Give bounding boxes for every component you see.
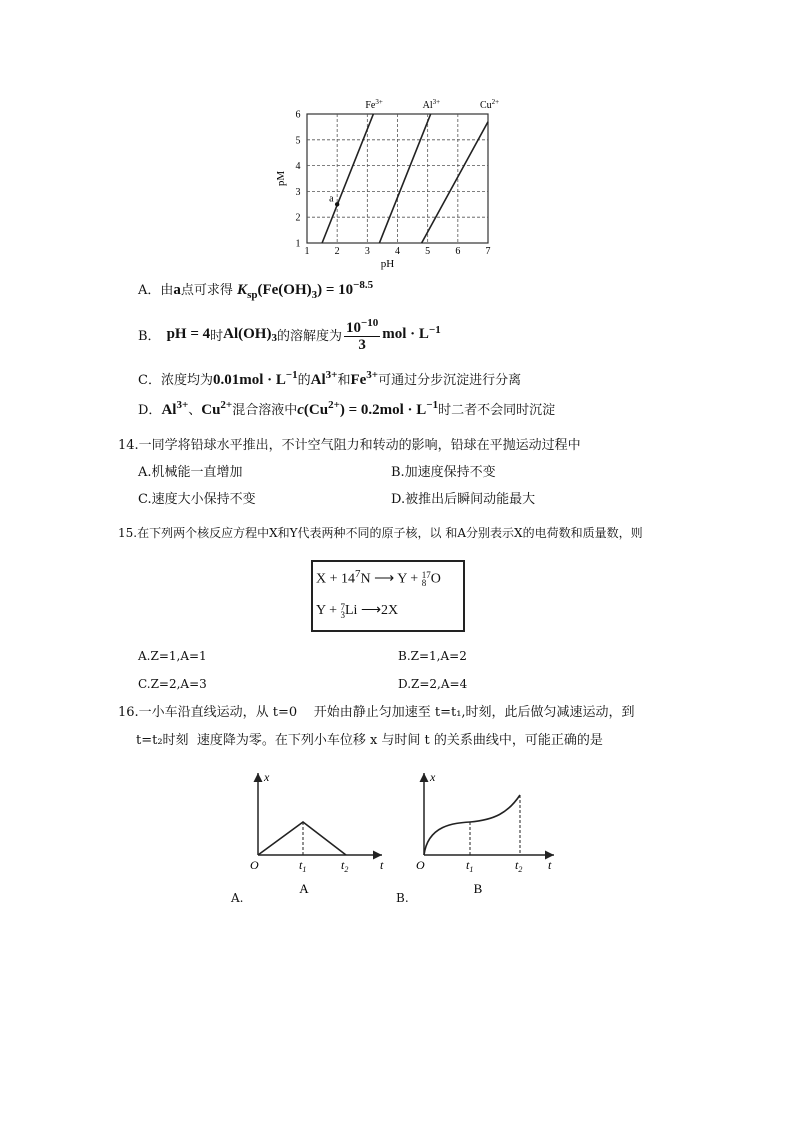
- y-tick-label: 2: [295, 212, 301, 224]
- ph-pm-chart: [270, 95, 530, 275]
- chart-series: [322, 98, 499, 243]
- graph-b-caption: B: [473, 881, 483, 896]
- x-tick-label: 3: [364, 246, 370, 257]
- q14-option-c: C.速度大小保持不变: [138, 492, 256, 507]
- series-label: $Fe^{3+}$: [365, 98, 383, 111]
- q14-option-b: B.加速度保持不变: [391, 465, 496, 480]
- q15-option-d: D.Z=2,A=4: [398, 677, 468, 691]
- x-axis-label: pH: [380, 258, 395, 270]
- q14-stem: 14.一同学将铅球水平推出，不计空气阻力和转动的影响，铅球在平抛运动过程中: [118, 438, 581, 453]
- q13-option-c: C．浓度均为$0.01mol \cdot L^{-1}$的$Al^{3+}$和$Fe^{3+}$可通过分步沉淀进行分离: [138, 369, 522, 388]
- graph-b-t2: $t_2$: [515, 858, 523, 874]
- q15-option-c: C.Z=2,A=3: [138, 677, 207, 691]
- y-tick-label: 4: [295, 161, 301, 173]
- y-tick-label: 6: [295, 109, 301, 121]
- y-tick-label: 5: [295, 135, 301, 147]
- q14-option-a: A.机械能一直增加: [138, 465, 243, 480]
- x-tick-label: 7: [485, 246, 491, 257]
- q13-option-a: A．由a点可求得 $K_{sp}(Fe(OH)_3) = 10^{-8.5}$: [138, 279, 374, 301]
- q15-option-a: A.Z=1,A=1: [138, 649, 207, 663]
- chart-frame: [307, 114, 488, 243]
- y-tick-label: 3: [295, 186, 301, 198]
- q14-option-d: D.被推出后瞬间动能最大: [391, 492, 536, 507]
- nuclear-equations-box: [311, 560, 465, 632]
- series-line: [379, 114, 430, 243]
- graph-b-t1: $t_1$: [466, 858, 474, 874]
- q15-stem: 15.在下列两个核反应方程中X和Y代表两种不同的原子核，以 和A分别表示X的电荷数和质量数，则: [118, 526, 643, 540]
- q13-option-d: D．$Al^{3+}$、$Cu^{2+}$混合溶液中$c(Cu^{2+}) = 0.2mol \cdot L^{-1}$时二者不会同时沉淀: [138, 399, 556, 418]
- y-tick-label: 1: [295, 238, 301, 250]
- x-tick-label: 2: [334, 246, 340, 257]
- x-tick-label: 6: [455, 246, 461, 257]
- series-label: $Cu^{2+}$: [480, 98, 500, 111]
- series-label: $Al^{3+}$: [422, 98, 441, 111]
- y-axis-label: pM: [275, 170, 287, 187]
- graph-b-label: B.: [396, 891, 409, 905]
- chart-grid: [307, 114, 488, 243]
- graph-a-t1: $t_1$: [299, 858, 307, 874]
- graph-b-curve: [424, 795, 520, 855]
- graph-a-origin: O: [250, 858, 259, 872]
- nuclear-equation-1: $X + 14^7N$ ⟶ Y + 17 8 O: [316, 568, 441, 589]
- q16-stem-line1: 16.一小车沿直线运动，从 t=0 开始由静止匀加速至 t=t₁,时刻，此后做匀减速运动，到: [118, 705, 635, 720]
- graph-a-y-label: x: [264, 770, 270, 784]
- q13-option-b: B． pH = 4 时 Al(OH) $_3$ 的溶解度为 $\frac{10^{-10}}{3}$ mol · L $^{-1}$: [138, 317, 441, 353]
- graph-b-x-label: t: [548, 858, 552, 872]
- graph-a-caption: A: [299, 881, 309, 896]
- series-line: [322, 114, 373, 243]
- graph-b-y-label: x: [430, 770, 436, 784]
- q15-option-b: B.Z=1,A=2: [398, 649, 467, 663]
- nuclear-equation-2: Y + 7 3 Li ⟶2X: [316, 601, 399, 620]
- graph-b-origin: O: [416, 858, 425, 872]
- x-tick-label: 4: [395, 246, 400, 257]
- q16-stem-line2: t=t₂时刻 速度降为零。在下列小车位移 x 与时间 t 的关系曲线中，可能正确的是: [136, 733, 603, 748]
- graph-a-t2: $t_2$: [341, 858, 349, 874]
- graph-a: [240, 765, 390, 900]
- solubility-fraction: $\frac{10^{-10}}{3}$: [345, 317, 379, 353]
- graph-b: [404, 765, 564, 900]
- x-tick-label: 1: [304, 246, 310, 257]
- x-tick-label: 5: [425, 246, 431, 257]
- graph-a-x-label: t: [380, 858, 384, 872]
- graph-a-label: A.: [231, 891, 244, 905]
- graph-a-curve: [258, 822, 346, 855]
- annotation-label: a: [329, 193, 334, 205]
- annotation-point: [335, 202, 339, 206]
